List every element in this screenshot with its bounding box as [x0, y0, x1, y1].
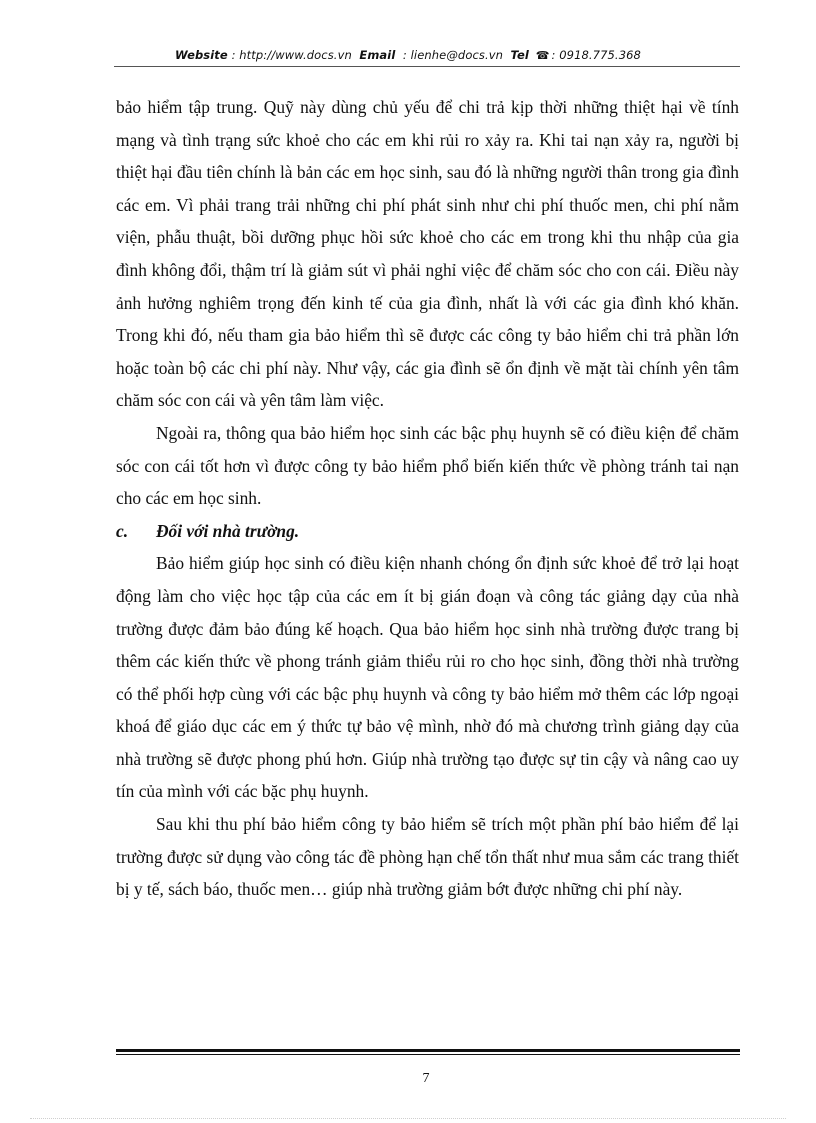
telephone-icon: ☎ — [535, 49, 550, 62]
paragraph-parents-benefit: Ngoài ra, thông qua bảo hiểm học sinh các bậc phụ huynh sẽ có điều kiện để chăm sóc con cái tốt hơn vì được công ty bảo hiểm phổ biến kiến thức về phòng tránh tai nạn cho các em học sinh. — [116, 422, 739, 509]
section-letter: c. — [116, 520, 129, 541]
email-value: : lienhe@docs.vn — [402, 48, 504, 62]
email-label: Email — [359, 48, 396, 62]
paragraph-continuation: bảo hiểm tập trung. Quỹ này dùng chủ yếu để chi trả kịp thời những thiệt hại về tính mạng và tình trạng sức khoẻ cho các em khi rủi ro xảy ra. Khi tai nạn xảy ra, người bị thiệt hại đầu tiên chính là bản các em học sinh, sau đó là những người thân trong gia đình các em. Vì phải trang trải những chi phí phát sinh như chi phí thuốc men, chi phí nằm viện, phẫu thuật, bồi dưỡng phục hồi sức khoẻ cho các em trong khi thu nhập của gia đình không đổi, thậm trí là giảm sút vì phải nghỉ việc để chăm sóc cho con cái. Điều này ảnh hưởng nghiêm trọng đến kinh tế của gia đình, nhất là với các gia đình khó khăn. Trong khi đó, nếu tham gia bảo hiểm thì sẽ được các công ty bảo hiểm chi trả phần lớn hoặc toàn bộ các chi phí này. Như vậy, các gia đình sẽ ổn định về mặt tài chính yên tâm chăm sóc con cái và yên tâm làm việc. — [116, 97, 739, 411]
document-body — [116, 91, 739, 906]
footer-divider-thin — [116, 1054, 740, 1055]
page-number: 7 — [422, 1071, 430, 1086]
footer-divider-thick — [116, 1049, 740, 1052]
website-url: : http://www.docs.vn — [231, 48, 352, 62]
website-label: Website — [175, 48, 228, 62]
page-bottom-edge — [30, 1118, 786, 1119]
header-divider — [114, 66, 740, 67]
tel-label: Tel — [510, 48, 529, 62]
paragraph-school-benefit: Bảo hiểm giúp học sinh có điều kiện nhanh chóng ổn định sức khoẻ để trở lại hoạt động làm cho việc học tập của các em ít bị gián đoạn và công tác giảng dạy của nhà trường được đảm bảo đúng kế hoạch. Qua bảo hiểm học sinh nhà trường được trang bị thêm các kiến thức về phong tránh giảm thiểu rủi ro cho học sinh, đồng thời nhà trường có thể phối hợp cùng với các bậc phụ huynh và công ty bảo hiểm mở thêm các lớp ngoại khoá để giáo dục các em ý thức tự bảo vệ mình, nhờ đó mà chương trình giảng dạy của nhà trường sẽ được phong phú hơn. Giúp nhà trường tạo được sự tin cậy và nâng cao uy tín của mình với các bặc phụ huynh. — [116, 553, 739, 802]
phone-value: : 0918.775.368 — [551, 48, 641, 62]
section-heading-c — [116, 515, 739, 548]
paragraph-fee-allocation: Sau khi thu phí bảo hiểm công ty bảo hiểm sẽ trích một phần phí bảo hiểm để lại trường được sử dụng vào công tác đề phòng hạn chế tổn thất như mua sắm các trang thiết bị y tế, sách báo, thuốc men… giúp nhà trường giảm bớt được những chi phí này. — [116, 814, 739, 900]
section-title: Đối với nhà trường. — [156, 520, 300, 541]
page-header — [0, 48, 816, 62]
